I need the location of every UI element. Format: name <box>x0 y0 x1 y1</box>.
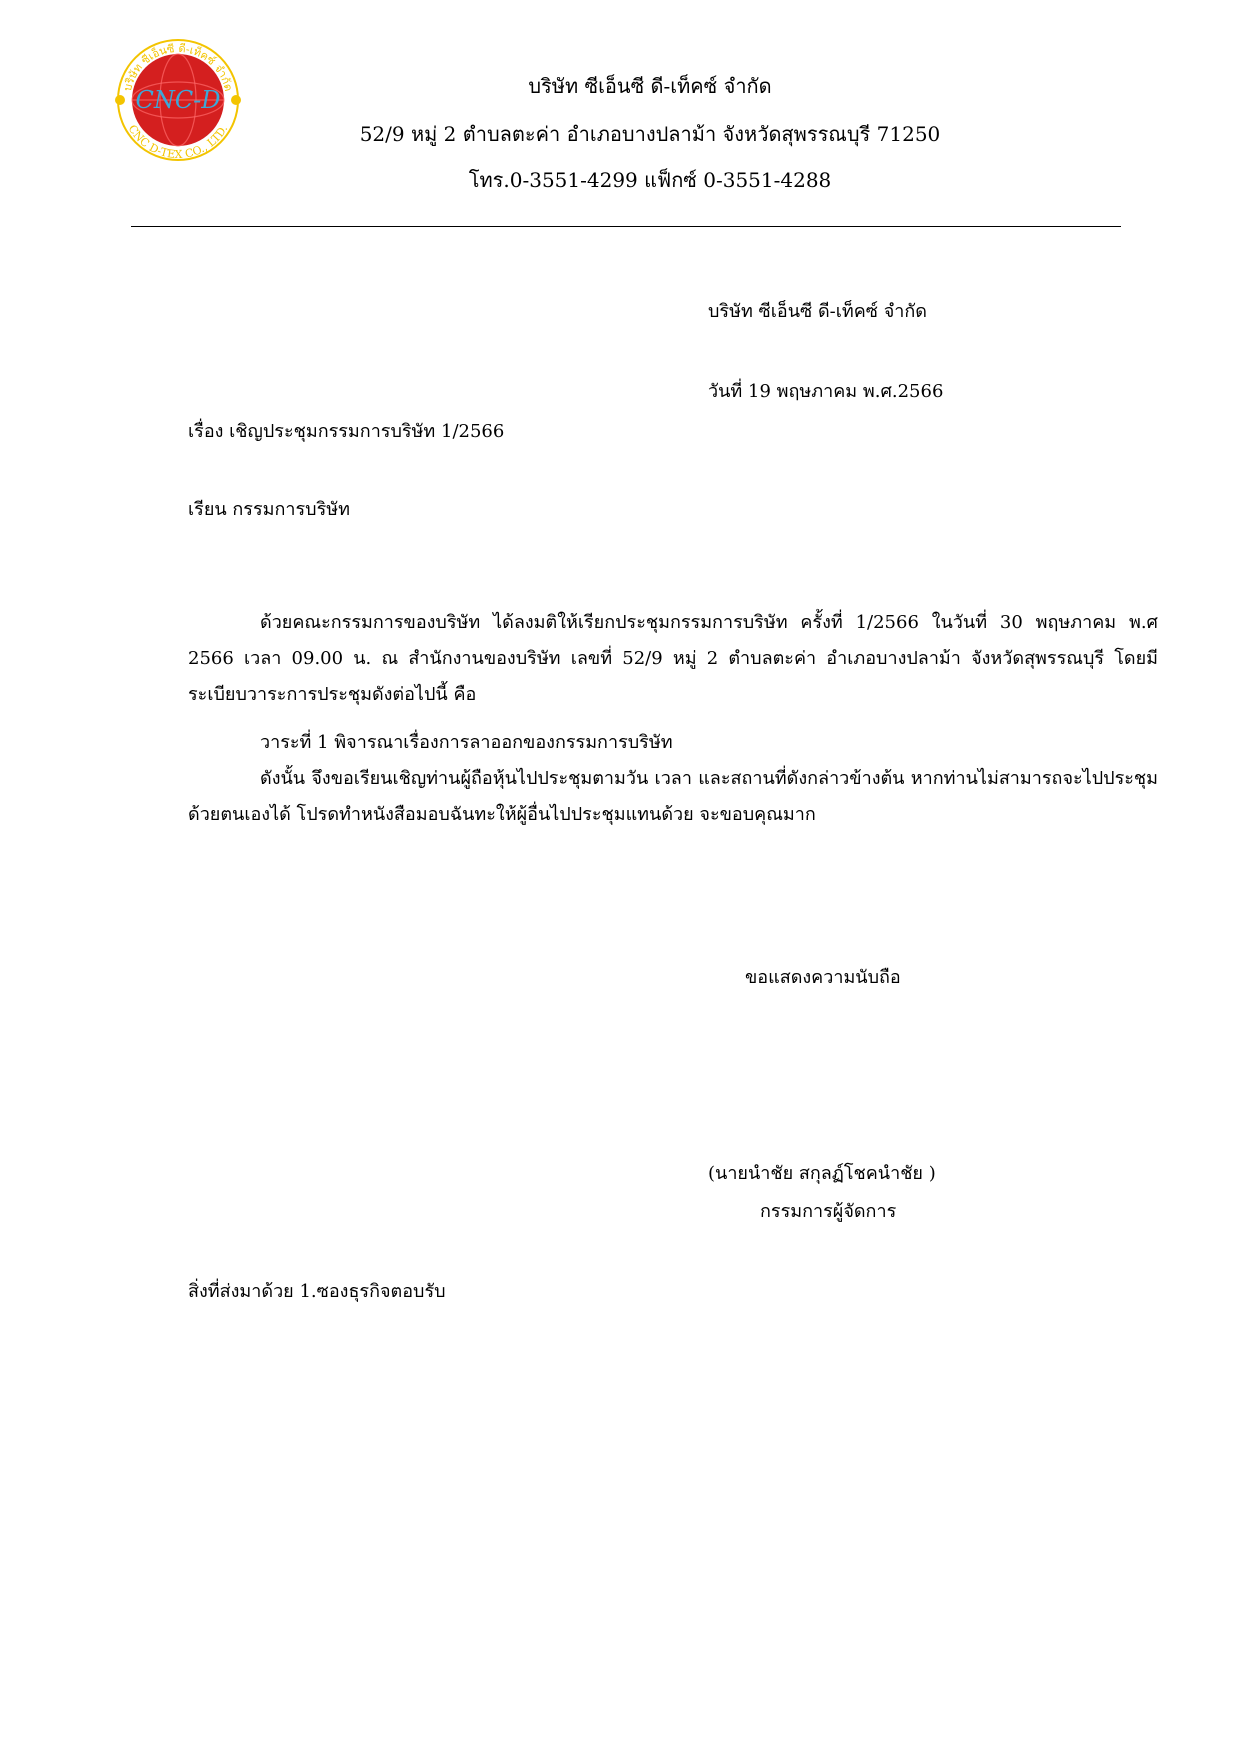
letter-subject: เรื่อง เชิญประชุมกรรมการบริษัท 1/2566 <box>188 421 505 442</box>
company-logo-seal <box>108 30 248 170</box>
svg-text:CNC-D: CNC-D <box>135 86 221 114</box>
company-contact: โทร.0-3551-4299 แฟ็กซ์ 0-3551-4288 <box>468 168 832 192</box>
body-paragraph-2: ดังนั้น จึงขอเรียนเชิญท่านผู้ถือหุ้นไปประชุมตามวัน เวลา และสถานที่ดังกล่าวข้างต้น หากท่านไม่สามารถจะไปประชุมด้วยตนเองได้ โปรดทำหนังสือมอบฉันทะให้ผู้อื่นไปประชุมแทนด้วย จะขอบคุณมาก <box>188 768 1158 825</box>
enclosure-note: สิ่งที่ส่งมาด้วย 1.ซองธุรกิจตอบรับ <box>188 1281 446 1302</box>
sender-name: บริษัท ซีเอ็นซี ดี-เท็คซ์ จำกัด <box>708 301 927 322</box>
closing-text: ขอแสดงความนับถือ <box>745 967 901 988</box>
svg-text:บริษัท ซีเอ็นซี ดี-เท็คซ์ จำกั: บริษัท ซีเอ็นซี ดี-เท็คซ์ จำกัด <box>120 41 236 93</box>
svg-text:CNC D-TEX CO., LTD.: CNC D-TEX CO., LTD. <box>125 122 231 162</box>
header-divider <box>131 226 1121 227</box>
company-logo <box>108 30 248 170</box>
agenda-item-1: วาระที่ 1 พิจารณาเรื่องการลาออกของกรรมการบริษัท <box>260 732 673 753</box>
body-paragraph-1: ด้วยคณะกรรมการของบริษัท ได้ลงมติให้เรียกประชุมกรรมการบริษัท ครั้งที่ 1/2566 ในวันที่ 30 พฤษภาคม พ.ศ 2566 เวลา 09.00 น. ณ สำนักงานของบริษัท เลขที่ 52/9 หมู่ 2 ตำบลตะค่า อำเภอบางปลาม้า จังหวัดสุพรรณบุรี โดยมีระเบียบวาระการประชุมดังต่อไปนี้ คือ <box>188 612 1158 705</box>
signer-title: กรรมการผู้จัดการ <box>760 1201 897 1222</box>
letter-date: วันที่ 19 พฤษภาคม พ.ศ.2566 <box>708 381 944 402</box>
signer-name: (นายนำชัย สกุลฏ์โชคนำชัย ) <box>708 1163 936 1184</box>
company-address: 52/9 หมู่ 2 ตำบลตะค่า อำเภอบางปลาม้า จังหวัดสุพรรณบุรี 71250 <box>359 122 941 146</box>
company-name: บริษัท ซีเอ็นซี ดี-เท็คซ์ จำกัด <box>528 74 772 98</box>
letter-salutation: เรียน กรรมการบริษัท <box>188 499 350 520</box>
